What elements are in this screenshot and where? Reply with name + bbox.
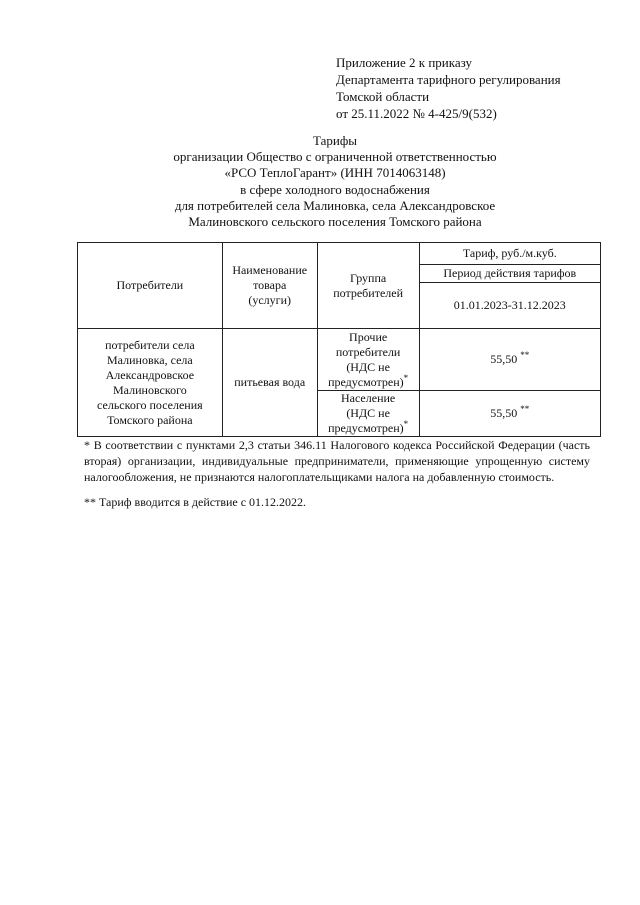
group-cell-population: Население (НДС не предусмотрен)*: [317, 391, 419, 437]
title-line-3: «РСО ТеплоГарант» (ИНН 7014063148): [224, 165, 446, 181]
title-line-1: Тарифы: [312, 133, 357, 148]
appendix-line-4: от 25.11.2022 № 4-425/9(532): [336, 106, 497, 121]
footnote-2: ** Тариф вводится в действие с 01.12.2022.: [84, 495, 307, 509]
header-row: [78, 243, 601, 265]
group-header: Группа потребителей: [317, 243, 419, 329]
product-header: Наименование товара (услуги): [222, 243, 317, 329]
tariff-table: [77, 242, 601, 437]
group-cell-other: Прочие потребители (НДС не предусмотрен)*: [317, 329, 419, 391]
appendix-line-2: Департамента тарифного регулирования: [336, 72, 561, 87]
product-cell: питьевая вода: [222, 329, 317, 437]
consumers-header: Потребители: [78, 243, 223, 329]
appendix-header: [336, 54, 561, 122]
appendix-line-1: Приложение 2 к приказу: [336, 55, 473, 70]
tariff-value-population: 55,50 **: [419, 391, 600, 437]
table-row: [78, 329, 601, 391]
tariff-value-other: 55,50 **: [419, 329, 600, 391]
footnote-1: * В соответствии с пунктами 2,3 статьи 346.11 Налогового кодекса Российской Федерации (часть вторая) организации, индивидуальные предприниматели, применяющие упрощенную систему налогообложения, не признаются налогоплательщиками налога на добавленную стоимость.: [84, 438, 590, 484]
title-line-2: организации Общество с ограниченной ответственностью: [173, 149, 497, 165]
period-header: Период действия тарифов: [419, 265, 600, 283]
footnotes: [84, 437, 590, 519]
title-line-4: в сфере холодного водоснабжения: [240, 181, 430, 197]
title-line-5: для потребителей села Малиновка, села Александровское: [174, 197, 496, 213]
title-line-6: Малиновского сельского поселения Томского района: [188, 214, 482, 230]
period-value: 01.01.2023-31.12.2023: [419, 283, 600, 329]
consumers-cell: потребители села Малиновка, села Александровское Малиновского сельского поселения Томского района: [78, 329, 223, 437]
document-title: [60, 133, 610, 230]
appendix-line-3: Томской области: [336, 89, 430, 104]
tariff-header: Тариф, руб./м.куб.: [419, 243, 600, 265]
